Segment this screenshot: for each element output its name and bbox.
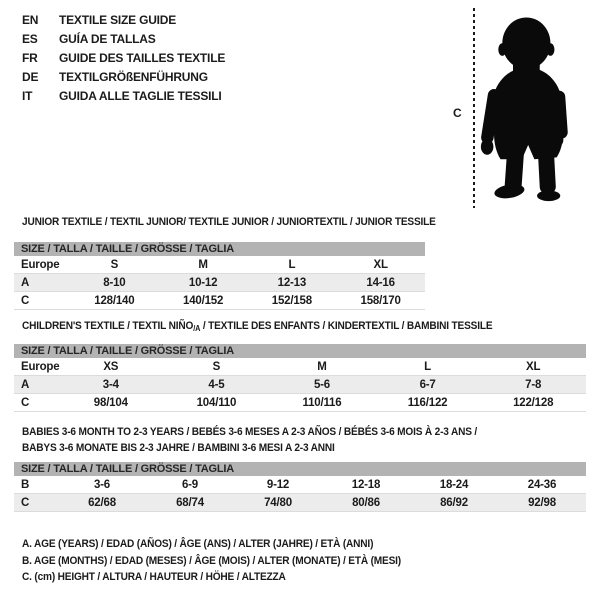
children-title-sub: /A <box>193 324 201 333</box>
value-cell: 74/80 <box>234 494 322 512</box>
size-header-bar: SIZE / TALLA / TAILLE / GRÖSSE / TAGLIA <box>14 242 425 256</box>
value-cell: 3-6 <box>58 476 146 494</box>
size-cell: XL <box>480 358 586 376</box>
height-dashed-line <box>473 8 475 208</box>
value-cell: 140/152 <box>159 292 248 310</box>
legend-notes <box>22 536 434 586</box>
lang-row-en <box>22 11 225 30</box>
value-cell: 10-12 <box>159 274 248 292</box>
value-cell: 6-9 <box>146 476 234 494</box>
junior-size-table <box>14 256 425 310</box>
table-row <box>14 292 425 310</box>
note-height-cm: C. (cm) HEIGHT / ALTURA / HAUTEUR / HÖHE / ALTEZZA <box>22 571 286 583</box>
lang-title: GUIDA ALLE TAGLIE TESSILI <box>59 89 222 103</box>
value-cell: 9-12 <box>234 476 322 494</box>
table-row <box>14 358 586 376</box>
row-label: C <box>14 394 58 412</box>
junior-table-title: JUNIOR TEXTILE / TEXTIL JUNIOR/ TEXTILE JUNIOR / JUNIORTEXTIL / JUNIOR TESSILE <box>22 216 436 228</box>
value-cell: 92/98 <box>498 494 586 512</box>
row-label: Europe <box>14 256 70 274</box>
babies-title-line2: BABYS 3-6 MONATE BIS 2-3 JAHRE / BAMBINI 3-6 MESI A 2-3 ANNI <box>22 442 335 454</box>
size-cell: M <box>159 256 248 274</box>
size-header-bar: SIZE / TALLA / TAILLE / GRÖSSE / TAGLIA <box>14 344 586 358</box>
lang-title: TEXTILE SIZE GUIDE <box>59 13 177 27</box>
note-age-years: A. AGE (YEARS) / EDAD (AÑOS) / ÂGE (ANS) / ALTER (JAHRE) / ETÀ (ANNI) <box>22 538 374 550</box>
lang-row-it <box>22 87 225 106</box>
value-cell: 86/92 <box>410 494 498 512</box>
size-cell: M <box>269 358 375 376</box>
value-cell: 116/122 <box>375 394 481 412</box>
lang-row-de <box>22 68 225 87</box>
height-label: C <box>453 106 462 120</box>
value-cell: 152/158 <box>248 292 337 310</box>
value-cell: 158/170 <box>336 292 425 310</box>
babies-title-line1: BABIES 3-6 MONTH TO 2-3 YEARS / BEBÉS 3-6 MESES A 2-3 AÑOS / BÉBÉS 3-6 MOIS À 2-3 ANS / <box>22 426 478 438</box>
value-cell: 3-4 <box>58 376 164 394</box>
children-table-title <box>22 320 492 333</box>
row-label: C <box>14 494 58 512</box>
baby-silhouette <box>480 5 587 210</box>
lang-code: EN <box>22 13 39 27</box>
note-age-months: B. AGE (MONTHS) / EDAD (MESES) / ÂGE (MOIS) / ALTER (MONATE) / ETÀ (MESI) <box>22 554 401 567</box>
value-cell: 128/140 <box>70 292 159 310</box>
lang-code: IT <box>22 89 33 103</box>
table-row <box>14 274 425 292</box>
lang-row-fr <box>22 49 225 68</box>
junior-table <box>14 242 425 310</box>
value-cell: 122/128 <box>480 394 586 412</box>
value-cell: 24-36 <box>498 476 586 494</box>
babies-table <box>14 462 586 512</box>
value-cell: 4-5 <box>164 376 270 394</box>
language-list <box>22 11 225 106</box>
value-cell: 104/110 <box>164 394 270 412</box>
value-cell: 8-10 <box>70 274 159 292</box>
value-cell: 110/116 <box>269 394 375 412</box>
value-cell: 6-7 <box>375 376 481 394</box>
lang-code: ES <box>22 32 38 46</box>
row-label: A <box>14 376 58 394</box>
babies-size-table <box>14 476 586 512</box>
table-row <box>14 376 586 394</box>
value-cell: 80/86 <box>322 494 410 512</box>
table-row <box>14 256 425 274</box>
children-size-table <box>14 358 586 412</box>
table-row <box>14 494 586 512</box>
babies-table-title <box>22 424 477 456</box>
lang-title: GUÍA DE TALLAS <box>59 32 156 46</box>
size-cell: L <box>375 358 481 376</box>
lang-code: DE <box>22 70 39 84</box>
size-cell: S <box>70 256 159 274</box>
row-label: B <box>14 476 58 494</box>
table-row <box>14 394 586 412</box>
size-header-bar: SIZE / TALLA / TAILLE / GRÖSSE / TAGLIA <box>14 462 586 476</box>
size-cell: XL <box>336 256 425 274</box>
value-cell: 12-13 <box>248 274 337 292</box>
children-title-post: / TEXTILE DES ENFANTS / KINDERTEXTIL / BAMBINI TESSILE <box>200 320 493 332</box>
lang-title: GUIDE DES TAILLES TEXTILE <box>59 51 226 65</box>
value-cell: 68/74 <box>146 494 234 512</box>
size-cell: XS <box>58 358 164 376</box>
value-cell: 18-24 <box>410 476 498 494</box>
lang-title: TEXTILGRÖßENFÜHRUNG <box>59 70 208 84</box>
row-label: A <box>14 274 70 292</box>
value-cell: 62/68 <box>58 494 146 512</box>
children-table <box>14 344 586 412</box>
value-cell: 12-18 <box>322 476 410 494</box>
children-title-pre: CHILDREN'S TEXTILE / TEXTIL NIÑO <box>22 320 194 332</box>
row-label: C <box>14 292 70 310</box>
value-cell: 7-8 <box>480 376 586 394</box>
value-cell: 5-6 <box>269 376 375 394</box>
size-cell: S <box>164 358 270 376</box>
value-cell: 98/104 <box>58 394 164 412</box>
table-row <box>14 476 586 494</box>
lang-code: FR <box>22 51 38 65</box>
value-cell: 14-16 <box>336 274 425 292</box>
lang-row-es <box>22 30 225 49</box>
size-cell: L <box>248 256 337 274</box>
row-label: Europe <box>14 358 58 376</box>
